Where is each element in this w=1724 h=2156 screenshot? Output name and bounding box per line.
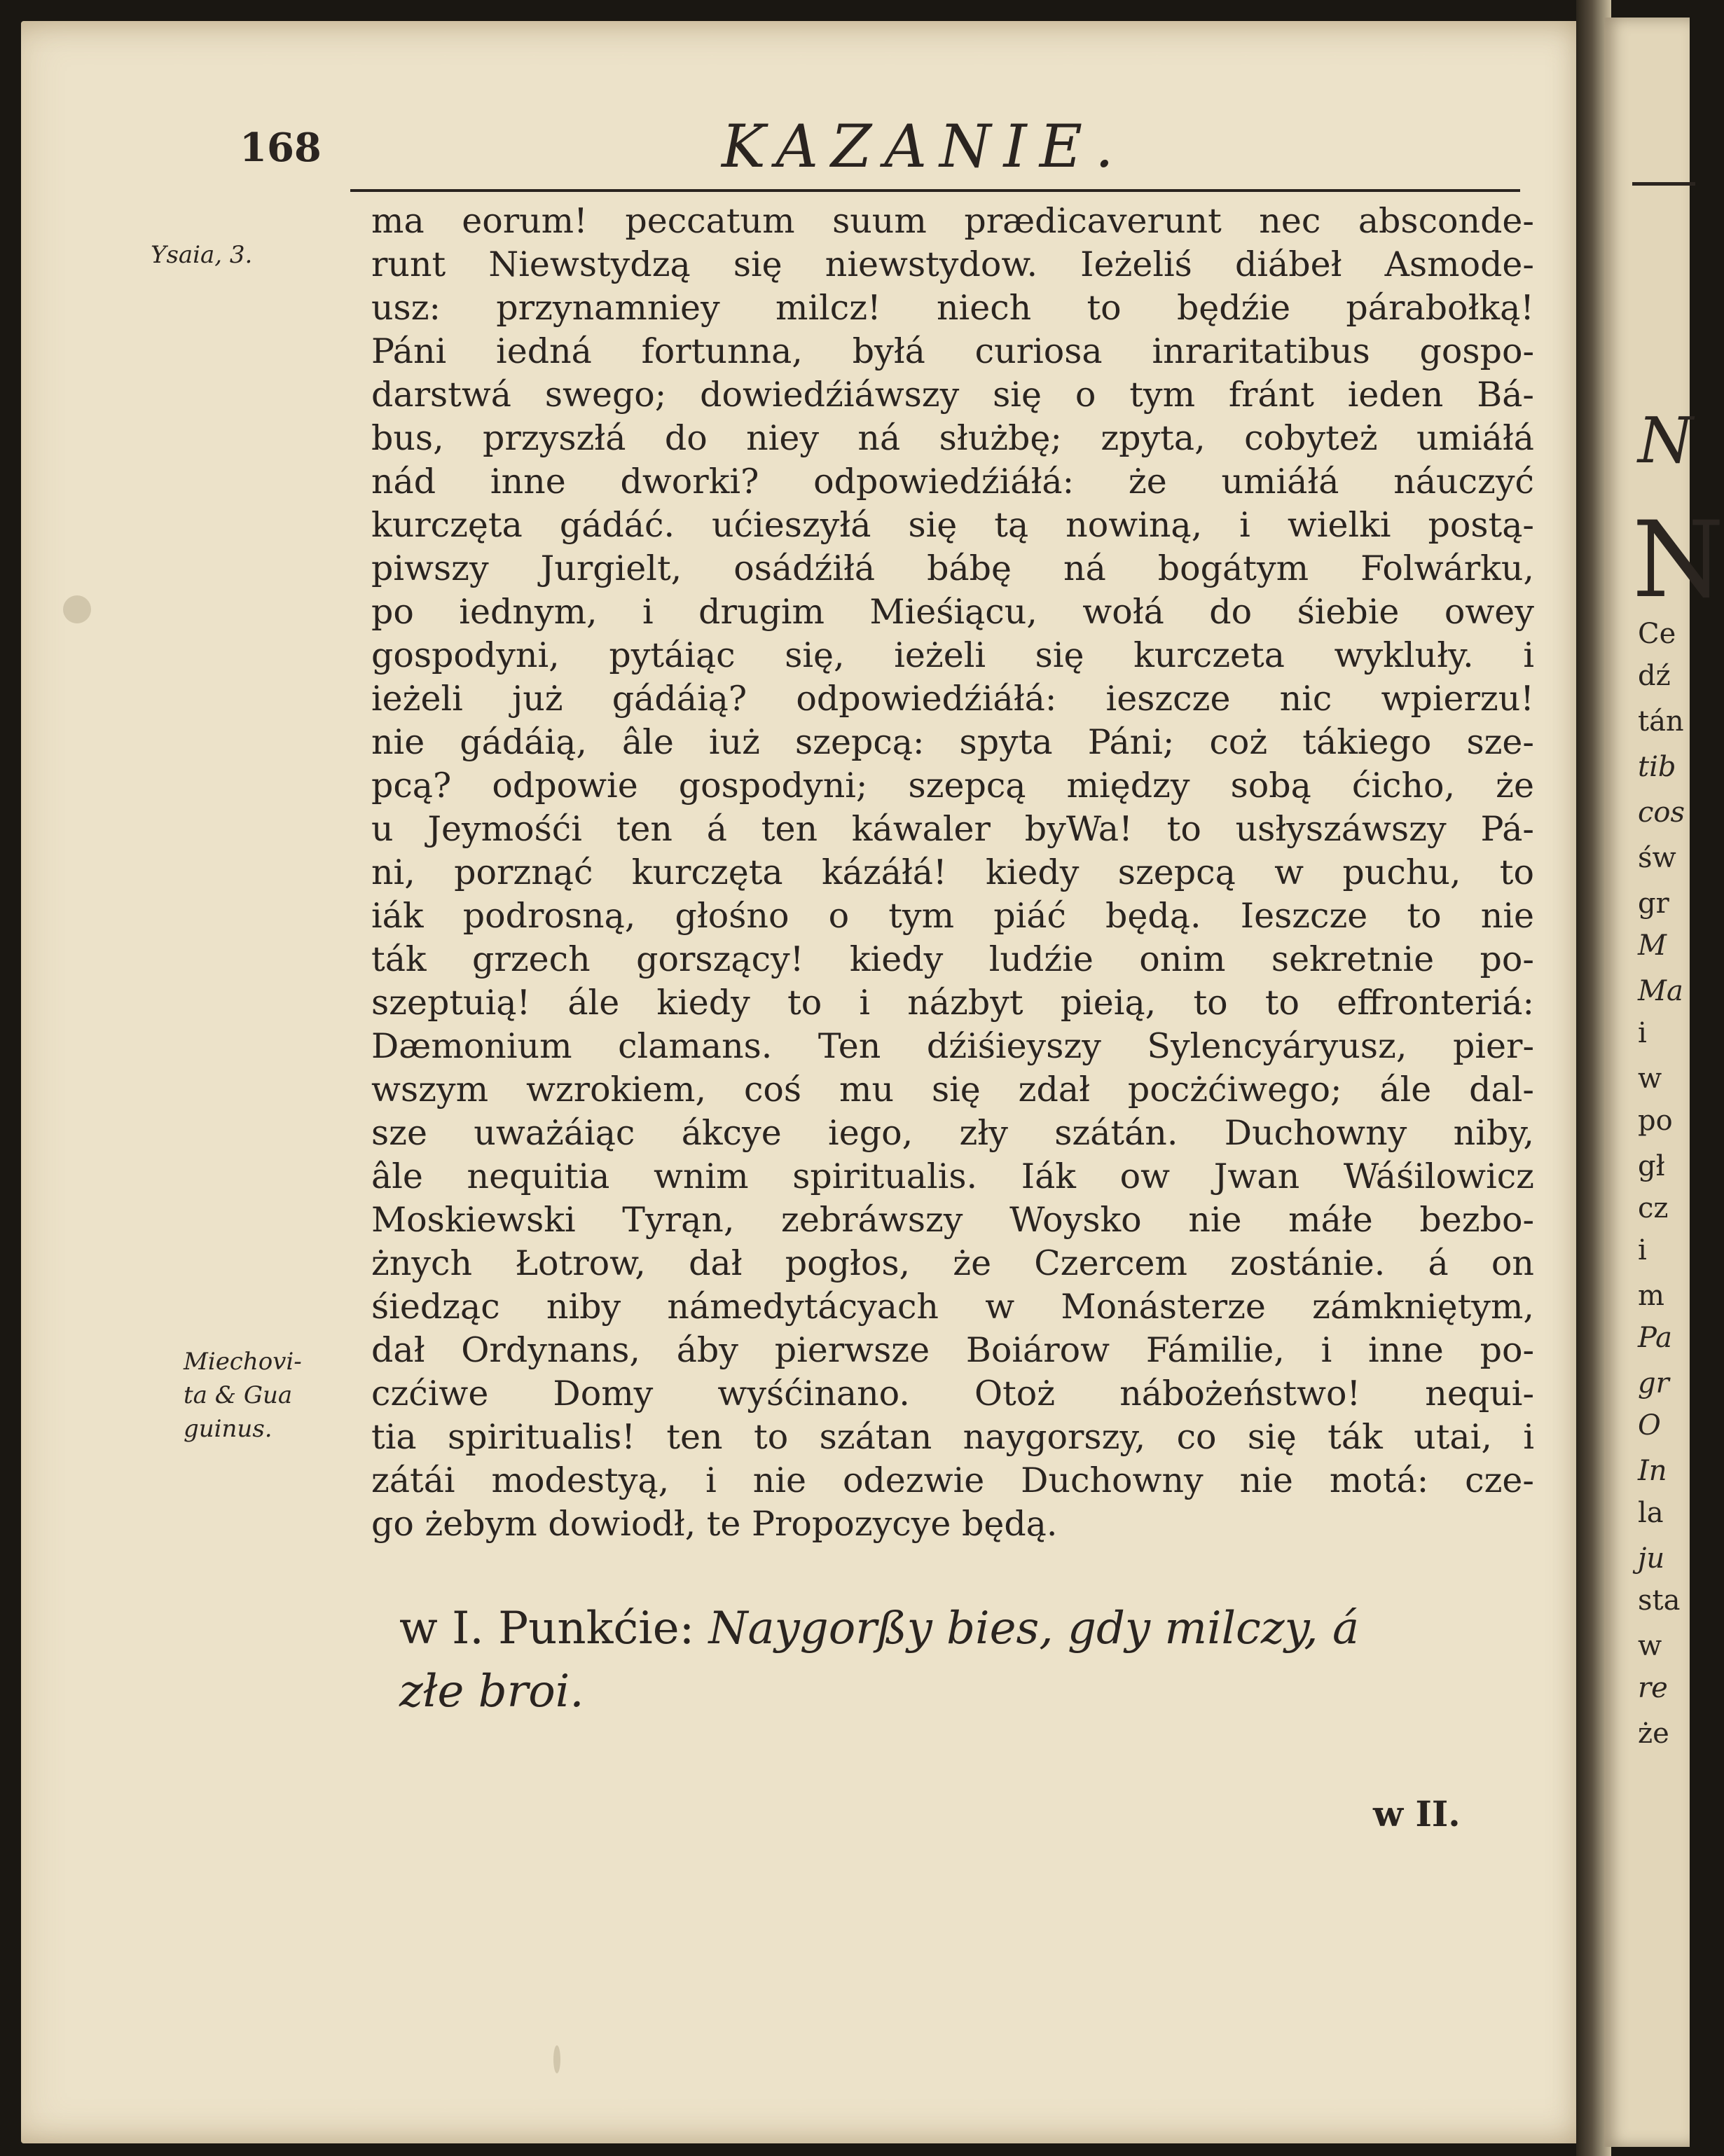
margin-note-line: ta & Gua — [184, 1381, 293, 1409]
facing-fragment: Ma — [1638, 975, 1683, 1007]
facing-fragment: Pa — [1638, 1322, 1672, 1354]
page-number: 168 — [240, 125, 322, 171]
book-page — [21, 21, 1597, 2143]
facing-fragment: cos — [1638, 796, 1685, 829]
facing-fragment: w — [1638, 1063, 1662, 1095]
facing-fragment: św — [1638, 842, 1676, 874]
facing-fragment: dź — [1638, 660, 1671, 692]
facing-page — [1604, 18, 1724, 2147]
text-line: piwszy Jurgielt, osádźiłá bábę ná bogátym Folwárku, — [371, 548, 1534, 588]
text-line: Dæmonium clamans. Ten dźiśieyszy Sylencyáryusz, pier- — [371, 1026, 1534, 1066]
margin-note-miechovita — [184, 1345, 302, 1446]
text-line: darstwá swego; dowiedźiáwszy się o tym fránt ieden Bá- — [371, 375, 1534, 415]
body-text — [371, 200, 1534, 1546]
text-line: usz: przynamniey milcz! niech to będźie párabołką! — [371, 288, 1534, 328]
text-line: Moskiewski Tyrąn, zebráwszy Woysko nie máłe bezbo- — [371, 1200, 1534, 1240]
facing-fragment: w — [1638, 1630, 1662, 1662]
facing-fragment: po — [1638, 1105, 1673, 1137]
catchword: w II. — [1373, 1793, 1461, 1834]
facing-fragment: Ce — [1638, 618, 1676, 650]
text-line: Páni iedná fortunna, byłá curiosa inraritatibus gospo- — [371, 331, 1534, 371]
text-line: nie gádáią, âle iuż szepcą: spyta Páni; coż tákiego sze- — [371, 722, 1534, 762]
text-line: nád inne dworki? odpowiedźiáłá: że umiáłá náuczyć — [371, 462, 1534, 502]
facing-fragment: la — [1638, 1497, 1664, 1529]
point-heading — [399, 1597, 1534, 1723]
facing-fragment: gr — [1638, 887, 1669, 920]
text-line: szeptuią! ále kiedy to i názbyt pieią, to to effronteriá: — [371, 983, 1534, 1023]
facing-fragment: re — [1638, 1672, 1668, 1704]
text-line: po iednym, i drugim Mieśiącu, wołá do śiebie owey — [371, 592, 1534, 632]
margin-note-text: Ysaia, 3. — [151, 241, 253, 269]
margin-note-isaiah — [151, 238, 252, 272]
text-line: dał Ordynans, áby pierwsze Boiárow Fámilie, i inne po- — [371, 1330, 1534, 1370]
text-line: pcą? odpowie gospodyni; szepcą między sobą ćicho, że — [371, 766, 1534, 806]
facing-fragment: M — [1638, 930, 1667, 962]
text-line: gospodyni, pytáiąc się, ieżeli się kurczeta wykluły. i — [371, 635, 1534, 675]
facing-fragment: gł — [1638, 1150, 1665, 1182]
text-line: zátái modestyą, i nie odezwie Duchowny nie motá: cze- — [371, 1460, 1534, 1500]
text-line: wszym wzrokiem, coś mu się zdał pocżćiwego; ále dal- — [371, 1070, 1534, 1110]
stain — [63, 595, 91, 623]
stain — [553, 2045, 560, 2073]
point-heading-prefix: w I. Punkćie: — [399, 1603, 695, 1654]
facing-fragment: cz — [1638, 1192, 1669, 1224]
text-line: sze uważáiąc ákcye iego, zły szátán. Duchowny niby, — [371, 1113, 1534, 1153]
facing-rule — [1632, 182, 1695, 186]
text-line: tia spiritualis! ten to szátan naygorszy, co się ták utai, i — [371, 1417, 1534, 1457]
facing-fragment: sta — [1638, 1584, 1681, 1617]
text-line: ma eorum! peccatum suum prædicaverunt nec absconde- — [371, 201, 1534, 241]
text-line: bus, przyszłá do niey ná służbę; zpyta, cobyteż umiáłá — [371, 418, 1534, 458]
facing-fragment: tán — [1638, 705, 1684, 738]
text-line: âle nequitia wnim spiritualis. Iák ow Jwan Wáśilowicz — [371, 1156, 1534, 1196]
point-heading-line2: złe broi. — [399, 1666, 584, 1718]
facing-fragment: i — [1638, 1017, 1647, 1049]
text-line: kurczęta gádáć. ućieszyłá się tą nowiną, i wielki postą- — [371, 505, 1534, 545]
text-line: runt Niewstydzą się niewstydow. Ieżeliś diábeł Asmode- — [371, 244, 1534, 284]
text-line: ieżeli już gádáią? odpowiedźiáłá: ieszcze nic wpierzu! — [371, 679, 1534, 719]
facing-fragment: O — [1638, 1409, 1661, 1442]
point-heading-italic: Naygorßy bies, gdy milczy, á — [708, 1603, 1360, 1654]
text-line: go żebym dowiodł, te Propozycye będą. — [371, 1504, 1058, 1544]
text-line: czćiwe Domy wyśćinano. Otoż nábożeństwo! nequi- — [371, 1374, 1534, 1414]
text-line: śiedząc niby námedytácyach w Monásterze zámkniętym, — [371, 1287, 1534, 1327]
text-line: iák podrosną, głośno o tym piáć będą. Ieszcze to nie — [371, 896, 1534, 936]
facing-fragment: i — [1638, 1234, 1647, 1266]
margin-note-line: Miechovi- — [184, 1348, 302, 1376]
header-rule — [350, 189, 1520, 192]
margin-note-line: guinus. — [184, 1415, 273, 1443]
facing-fragment: tib — [1638, 751, 1676, 783]
facing-fragment: m — [1638, 1280, 1664, 1312]
facing-fragment: N — [1632, 499, 1724, 621]
running-head — [21, 112, 1597, 182]
page-title: KAZANIE. — [722, 112, 1126, 181]
text-line: ni, porznąć kurczęta kázáłá! kiedy szepcą w puchu, to — [371, 852, 1534, 892]
text-line: u Jeymośći ten á ten káwaler byWa! to usłyszáwszy Pá- — [371, 809, 1534, 849]
facing-fragment: In — [1638, 1455, 1667, 1487]
text-line: ták grzech gorszący! kiedy ludźie onim sekretnie po- — [371, 939, 1534, 979]
facing-fragment: gr — [1638, 1367, 1669, 1400]
text-line: żnych Łotrow, dał pogłos, że Czercem zostánie. á on — [371, 1243, 1534, 1283]
facing-fragment: N — [1638, 404, 1693, 478]
facing-fragment: ju — [1638, 1542, 1665, 1575]
facing-fragment: że — [1638, 1718, 1669, 1750]
